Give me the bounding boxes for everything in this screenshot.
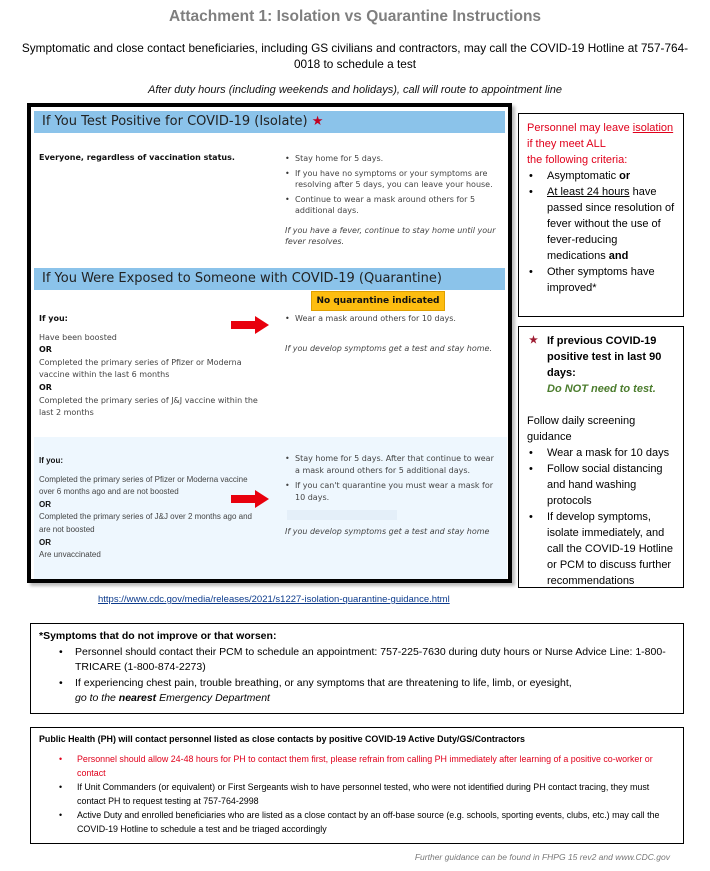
public-health-item: • Active Duty and enrolled beneficiaries who are listed as a close contact by an off-base source (e.g. schools, sporting events, clubs, etc.) may call the COVID-19 Hotline to schedule a test and be triaged accordingly (39, 808, 675, 836)
isolation-header (34, 111, 505, 133)
quarantine-group1-instructions (285, 313, 497, 354)
quarantine-group2-instructions (285, 453, 501, 538)
isolation-word: isolation (632, 122, 674, 134)
or-separator: OR (39, 537, 51, 547)
quarantine-group1-criteria (39, 313, 259, 420)
criteria-text: At least 24 hours (547, 186, 630, 198)
isolation-bullet: • Continue to wear a mask around others for 5 additional days. (285, 194, 497, 217)
criteria-text: have passed since resolution of fever without the use of fever-reducing medications (547, 186, 675, 262)
page-title: Attachment 1: Isolation vs Quarantine Instructions (168, 8, 542, 25)
public-health-item: • Personnel should allow 24-48 hours for PH to contact them first, please refrain from calling PH immediately after learning of a positive co-worker or contact (39, 752, 675, 780)
quarantine-group2-criteria (39, 455, 259, 562)
criteria-line: Completed the primary series of J&J vaccine within the last 2 months (39, 395, 258, 418)
no-quarantine-badge: No quarantine indicated (311, 291, 445, 311)
star-icon: ★ (311, 114, 324, 129)
criteria-line: Completed the primary series of Pfizer or Moderna vaccine within the last 6 months (39, 357, 242, 380)
or-separator: OR (39, 499, 51, 509)
after-hours-note: After duty hours (including weekends and holidays), call will route to appointment line (148, 84, 562, 96)
symptoms-test-note: If you develop symptoms get a test and stay home (285, 527, 490, 536)
isolation-bullet: • If you have no symptoms or your symptoms are resolving after 5 days, you can leave your house. (285, 168, 497, 191)
quarantine-bullet: • Wear a mask around others for 10 days. (285, 313, 497, 325)
em-text: Emergency Department (156, 692, 270, 704)
symptoms-text: If experiencing chest pain, trouble breathing, or any symptoms that are threatening to life, limb, or eyesight, (75, 676, 572, 689)
public-health-box (30, 727, 684, 844)
public-health-item: • If Unit Commanders (or equivalent) or First Sergeants wish to have personnel tested, who were not identified during PH contact tracing, they must contact PH to request testing at 757-764-2998 (39, 780, 675, 808)
previous-positive-heading-text: If previous COVID-19 positive test in last 90 days: (547, 335, 662, 379)
criteria-line: Completed the primary series of J&J over 2 months ago and are not boosted (39, 512, 252, 534)
quarantine-header-text: If You Were Exposed to Someone with COVID-19 (Quarantine) (42, 271, 442, 286)
quarantine-header (34, 268, 505, 290)
red-arrow-icon (231, 316, 269, 334)
leave-isolation-criteria-box (518, 113, 684, 317)
cdc-guidance-panel (27, 103, 512, 583)
isolation-fever-note: If you have a fever, continue to stay home until your fever resolves. (285, 225, 496, 246)
criteria-line: Have been boosted (39, 332, 117, 342)
isolation-header-text: If You Test Positive for COVID-19 (Isolate) (42, 114, 308, 129)
criteria-line: Are unvaccinated (39, 550, 101, 560)
or-separator: OR (39, 382, 52, 392)
em-bold: nearest (118, 692, 157, 704)
worsening-symptoms-heading: *Symptoms that do not improve or that worsen: (39, 630, 277, 642)
cdc-guidance-link[interactable]: https://www.cdc.gov/media/releases/2021/s1227-isolation-quarantine-guidance.html (98, 594, 450, 605)
criteria-item (527, 168, 675, 184)
criteria-text: Asymptomatic (547, 170, 620, 182)
symptoms-item: • Personnel should contact their PCM to schedule an appointment: 757-225-7630 during duty hours or Nurse Advice Line: 1-800-TRICARE (1-800-874-2273) (39, 645, 675, 676)
criteria-conjunction: and (608, 250, 629, 262)
quarantine-bullet: • If you can't quarantine you must wear a mask for 10 days. (285, 480, 501, 504)
previous-positive-heading (527, 333, 675, 397)
footer-guidance-note: Further guidance can be found in FHPG 15 rev2 and www.CDC.gov (414, 852, 670, 862)
criteria-intro (527, 120, 675, 168)
criteria-line: Completed the primary series of Pfizer or Moderna vaccine over 6 months ago and are not boosted (39, 474, 248, 497)
red-arrow-icon (231, 490, 269, 508)
criteria-intro-text: the following criteria: (527, 154, 628, 166)
follow-screening-text: Follow daily screening guidance (527, 415, 636, 443)
previous-positive-box (518, 326, 684, 588)
emergency-dept-text (75, 692, 270, 704)
isolation-bullet: • Stay home for 5 days. (285, 153, 497, 165)
symptoms-test-note: If you develop symptoms get a test and stay home. (285, 343, 492, 353)
screening-item: • If develop symptoms, isolate immediately, and call the COVID-19 Hotline or PCM to discuss further recommendations (527, 509, 675, 589)
criteria-conjunction: or (619, 170, 631, 182)
screening-item: • Follow social distancing and hand washing protocols (527, 461, 675, 509)
criteria-item: • Other symptoms have improved* (527, 264, 675, 296)
star-icon: ★ (529, 335, 538, 346)
criteria-item (527, 184, 675, 264)
isolation-audience: Everyone, regardless of vaccination status. (39, 153, 235, 162)
isolation-instructions (285, 153, 497, 248)
symptoms-item (39, 676, 675, 707)
group2-label: If you: (39, 456, 63, 465)
public-health-heading: Public Health (PH) will contact personnel listed as close contacts by positive COVID-19 Active Duty/GS/Contractors (39, 734, 525, 744)
worsening-symptoms-box (30, 623, 684, 714)
criteria-intro-text: Personnel may leave (527, 122, 633, 134)
em-text: go to the (75, 692, 119, 704)
quarantine-bullet: • Stay home for 5 days. After that continue to wear a mask around others for 5 additional days. (285, 453, 501, 477)
quarantine-group2-section (34, 437, 507, 579)
criteria-intro-text: if they meet ALL (527, 138, 606, 150)
or-separator: OR (39, 345, 52, 355)
redacted-line (287, 510, 397, 520)
no-test-needed: Do NOT need to test. (547, 383, 656, 395)
screening-item: • Wear a mask for 10 days (527, 445, 675, 461)
intro-text: Symptomatic and close contact beneficiaries, including GS civilians and contractors, may call the COVID-19 Hotline at 757-764-0018 to schedule a test (21, 41, 689, 71)
group1-label: If you: (39, 314, 68, 323)
